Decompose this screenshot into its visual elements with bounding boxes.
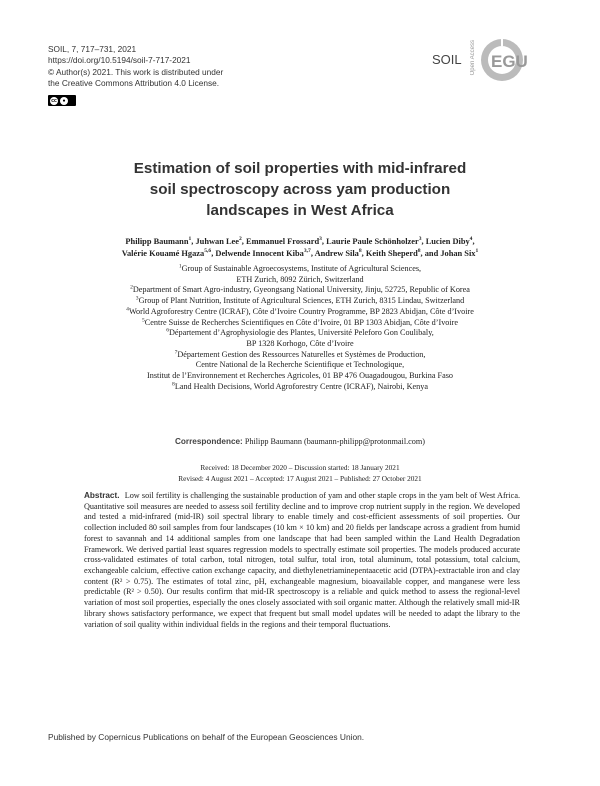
affiliation-6: $^6$Département d’Agrophysiologie des Plantes, Université Peleforo Gon Coulibaly, — [166, 327, 434, 338]
affiliation-7-cont: Centre National de la Recherche Scientifique et Technologique, — [195, 360, 405, 370]
title-line-3: landscapes in West Africa — [206, 202, 394, 219]
journal-header — [48, 44, 223, 90]
author-list — [40, 236, 560, 259]
abstract — [84, 491, 520, 630]
egu-logo-icon — [478, 36, 554, 84]
author-name: Keith Sheperd — [365, 248, 418, 258]
journal-name: SOIL — [432, 52, 462, 67]
correspondence — [40, 437, 560, 446]
journal-reference: SOIL, 7, 717–731, 2021 — [48, 44, 137, 54]
affiliation-8: $^8$Land Health Decisions, World Agroforestry Centre (ICRAF), Nairobi, Kenya — [172, 381, 428, 391]
author-line-2: Valérie Kouamé Hgaza$^{5,6}$, Delwende Innocent Kiba$^{3,7}$, Andrew Sila$^8$, Keith Sheperd$^8$, and Johan Six$^1$ — [121, 247, 479, 258]
correspondence-email[interactable]: Philipp Baumann (baumann-philipp@protonmail.com) — [244, 437, 425, 446]
author-name: Lucien Diby — [425, 237, 470, 246]
affiliation-1-cont: ETH Zurich, 8092 Zürich, Switzerland — [236, 274, 364, 284]
paper-title — [60, 158, 540, 221]
doi-link[interactable]: https://doi.org/10.5194/soil-7-717-2021 — [48, 55, 191, 66]
correspondence-label: Correspondence: — [175, 437, 243, 446]
abstract-label: Abstract. — [84, 491, 120, 500]
affiliation-5: $^5$Centre Suisse de Recherches Scientifiques en Côte d’Ivoire, 01 BP 1303 Abidjan, Côte d’Ivoire — [141, 316, 459, 327]
open-access-label: Open Access — [470, 40, 476, 76]
dates-line-1: Received: 18 December 2020 – Discussion started: 18 January 2021 — [200, 463, 400, 472]
author-name: Valérie Kouamé Hgaza — [121, 248, 205, 258]
copyright-line: © Author(s) 2021. This work is distributed under — [48, 66, 224, 77]
affiliations — [40, 264, 560, 392]
dates-line-2: Revised: 4 August 2021 – Accepted: 17 August 2021 – Published: 27 October 2021 — [178, 473, 422, 483]
affiliation-7-cont2: Institut de l’Environnement et Recherches Agricoles, 01 BP 476 Ouagadougou, Burkina Faso — [147, 371, 453, 381]
egu-text: EGU — [491, 52, 528, 71]
author-name: Andrew Sila — [314, 248, 359, 258]
by-icon: ● — [60, 97, 68, 105]
cc-icon: cc — [51, 97, 57, 104]
affiliation-2: $^2$Department of Smart Agro-industry, Gyeongsang National University, Jinju, 52725, Republic of Korea — [130, 284, 470, 295]
affiliation-7: $^7$Département Gestion des Ressources Naturelles et Systèmes de Production, — [174, 348, 426, 359]
author-name: Johan Six — [440, 248, 476, 258]
author-name: Emmanuel Frossard — [245, 237, 320, 246]
journal-logo[interactable] — [432, 34, 554, 84]
author-name: Juhwan Lee — [195, 237, 239, 246]
affiliation-6-cont: BP 1328 Korhogo, Côte d’Ivoire — [246, 338, 354, 348]
publication-dates — [40, 463, 560, 484]
cc-license-badge[interactable] — [48, 95, 76, 106]
author-name: Delwende Innocent Kiba — [215, 248, 304, 258]
publisher-footer: Published by Copernicus Publications on behalf of the European Geosciences Union. — [48, 732, 365, 742]
affiliation-4: $^4$World Agroforestry Centre (ICRAF), Côte d’Ivoire Country Programme, BP 2823 Abidjan, Côte d’Ivoire — [126, 306, 474, 316]
author-name: Laurie Paule Schönholzer — [326, 237, 419, 246]
license-line[interactable]: the Creative Commons Attribution 4.0 License. — [48, 78, 220, 89]
title-line-2: soil spectroscopy across yam production — [149, 181, 451, 198]
title-line-1: Estimation of soil properties with mid-infrared — [133, 160, 467, 177]
abstract-text: Low soil fertility is challenging the sustainable production of yam and other staple crops in the yam belt of West Africa. Quantitative soil measures are needed to assess soil fertility decline and to improve crop nutrient supply in the region. We developed and tested a mid-infrared (mid-IR) soil spectral library to enable timely and cost-efficient assessments of soil properties. Our collection included 80 soil samples from four landscapes (10 km × 10 km) and 20 fields per landscape across a gradient from humid forest to savannah and 14 additional samples from one landscape that had been sampled within the Land Health Degradation Framework. We derived partial least squares regression models to spectrally estimate soil properties. The models produced accurate cross-validated estimates of total carbon, total nitrogen, total sulfur, total iron, total aluminum, total potassium, total calcium, exchangeable calcium, effective cation exchange capacity, and diethylenetriaminepentaacetic acid (DTPA)-extractable iron and clay content (R² > 0.75). The estimates of total zinc, pH, exchangeable magnesium, bioavailable copper, and manganese were less predictable (R² > 0.50). Our results confirm that mid-IR spectroscopy is a reliable and quick method to assess the regional-level variation of most soil properties, especially the ones closely associated with soil organic matter. Although the relatively small mid-IR library shows satisfactory performance, we expect that frequent but small model updates will be needed to adapt the library to the variation of soil quality within individual fields in the regions and their temporal fluctuations. — [84, 491, 520, 629]
affiliation-3: $^3$Group of Plant Nutrition, Institute of Agricultural Sciences, ETH Zurich, 8315 Lindau, Switzerland — [135, 295, 465, 306]
author-line-1: Philipp Baumann$^1$, Juhwan Lee$^2$, Emmanuel Frossard$^3$, Laurie Paule Schönholzer$^3$, Lucien Diby$^4$, — [125, 236, 475, 246]
affiliation-1: $^1$Group of Sustainable Agroecosystems, Institute of Agricultural Sciences, — [178, 263, 422, 273]
author-name: Philipp Baumann — [125, 237, 189, 246]
